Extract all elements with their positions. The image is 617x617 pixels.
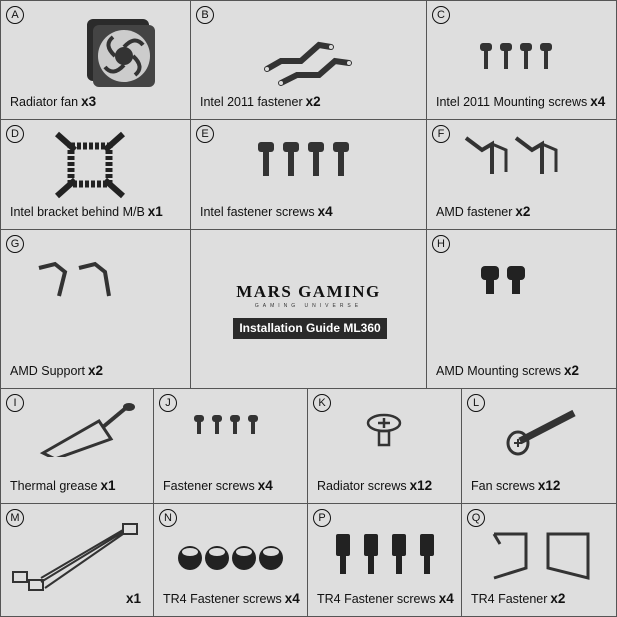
part-letter: A [6,6,24,24]
radiator-screw-icon [366,413,402,447]
part-letter: G [6,235,24,253]
part-cell-q [461,503,617,617]
part-letter: B [196,6,214,24]
intel-bracket-icon [53,130,127,200]
amd-fastener-icon [462,132,572,178]
mounting-screws-icon [477,41,557,73]
intel-fastener-screws-icon [256,140,352,180]
part-letter: F [432,125,450,143]
part-caption: AMD Mounting screws x2 [436,363,580,378]
thermal-grease-syringe-icon [37,401,137,457]
part-caption: AMD Support x2 [10,363,104,378]
part-caption: Fan screws x12 [471,478,561,493]
brand-tagline: GAMING UNIVERSE [254,303,363,309]
amd-support-icon [37,258,117,300]
tr4-fastener-icon [488,528,598,584]
part-cell-h [426,229,617,389]
part-letter: D [6,125,24,143]
part-cell-g [0,229,191,389]
tr4-fastener-screws-long-icon [332,532,442,576]
fastener-screws-icon [192,413,264,437]
part-letter: P [313,509,331,527]
part-cell-f [426,119,617,230]
installation-guide-label: Installation Guide ML360 [233,318,387,339]
part-caption: Fastener screws x4 [163,478,273,493]
part-cell-n [153,503,308,617]
part-letter: L [467,394,485,412]
part-cell-m [0,503,154,617]
part-caption: Intel 2011 Mounting screws x4 [436,94,606,109]
part-letter: Q [467,509,485,527]
part-letter: K [313,394,331,412]
part-caption: AMD fastener x2 [436,204,531,219]
part-cell-e [190,119,427,230]
part-letter: N [159,509,177,527]
center-logo-cell [190,229,427,389]
part-letter: M [6,509,24,527]
brand-logo: MARS GAMING [236,282,381,301]
part-letter: J [159,394,177,412]
part-cell-j [153,388,308,504]
part-cell-c [426,0,617,120]
part-caption: Radiator fan x3 [10,94,97,109]
part-caption: TR4 Fastener screws x4 [317,591,454,606]
part-caption: Intel 2011 fastener x2 [200,94,321,109]
part-cell-b [190,0,427,120]
fan-screw-icon [504,405,584,457]
tr4-fastener-screws-icon [176,544,288,572]
part-caption: x1 [125,591,141,606]
radiator-fan-icon [83,15,159,93]
part-cell-l [461,388,617,504]
part-cell-i [0,388,154,504]
part-cell-k [307,388,462,504]
part-caption: TR4 Fastener x2 [471,591,566,606]
part-caption: TR4 Fastener screws x4 [163,591,300,606]
part-letter: C [432,6,450,24]
fan-splitter-cable-icon [11,522,145,592]
intel-2011-fastener-icon [261,39,357,89]
part-caption: Intel bracket behind M/B x1 [10,204,163,219]
part-letter: E [196,125,214,143]
part-letter: I [6,394,24,412]
amd-mounting-screws-icon [479,264,531,298]
part-caption: Intel fastener screws x4 [200,204,333,219]
part-letter: H [432,235,450,253]
part-cell-a [0,0,191,120]
part-caption: Radiator screws x12 [317,478,433,493]
part-cell-p [307,503,462,617]
part-cell-d [0,119,191,230]
part-caption: Thermal grease x1 [10,478,116,493]
